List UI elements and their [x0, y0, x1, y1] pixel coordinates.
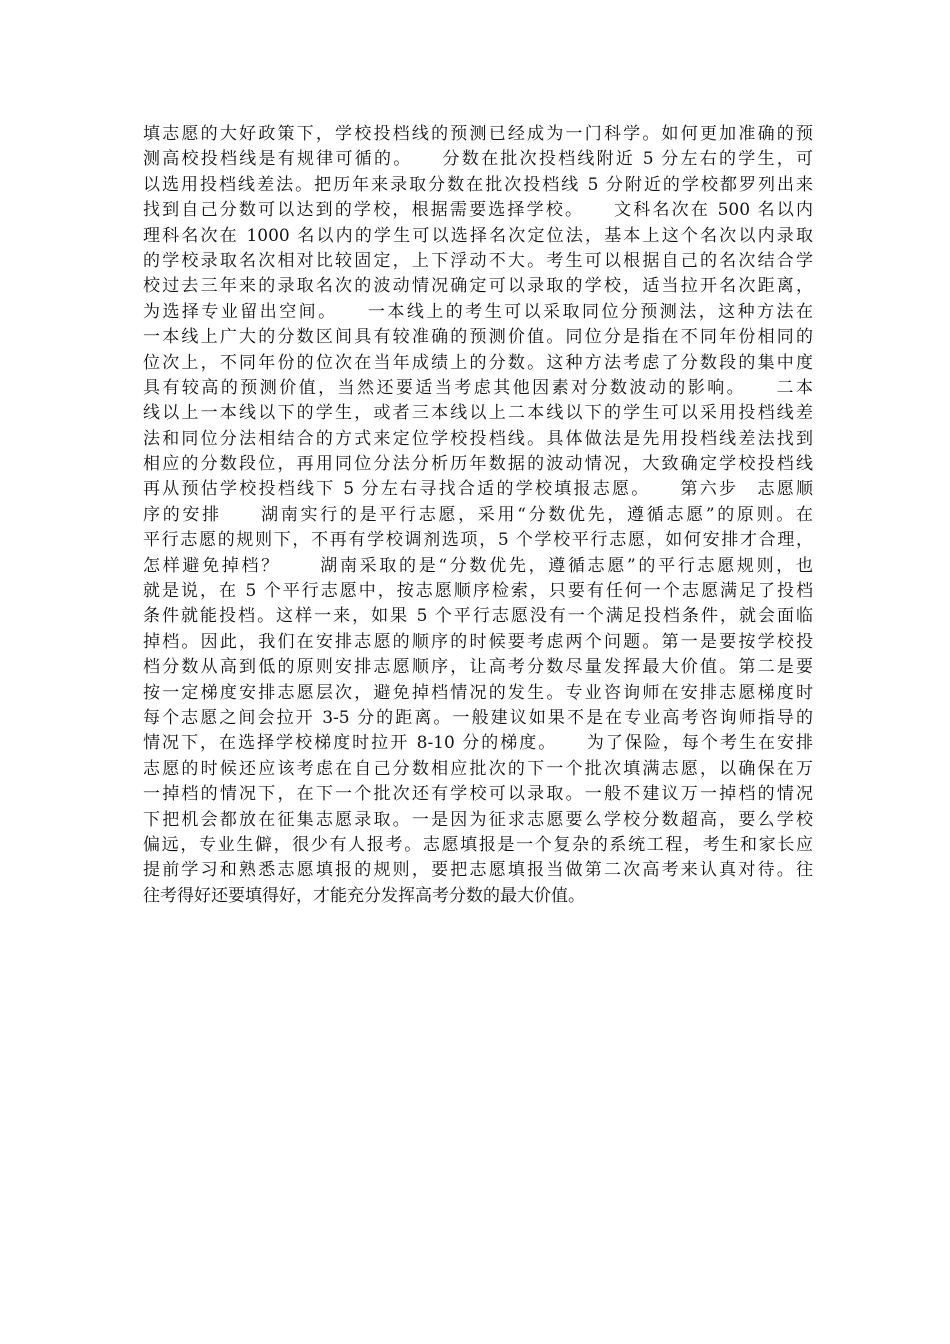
- text-line: 按一定梯度安排志愿层次，避免掉档情况的发生。专业咨询师在安排志愿梯度时: [143, 682, 813, 703]
- text-line: 再从预估学校投档线下 5 分左右寻找合适的学校填报志愿。 第六步 志愿顺: [143, 479, 813, 500]
- text-line: 下把机会都放在征集志愿录取。一是因为征求志愿要么学校分数超高，要么学校: [143, 809, 813, 830]
- text-line: 往考得好还要填得好，才能充分发挥高考分数的最大价值。: [143, 885, 585, 906]
- text-line: 志愿的时候还应该考虑在自己分数相应批次的下一个批次填满志愿，以确保在万: [143, 758, 813, 779]
- text-line: 填志愿的大好政策下，学校投档线的预测已经成为一门科学。如何更加准确的预: [143, 124, 813, 144]
- text-line: 的学校录取名次相对比较固定，上下浮动不大。考生可以根据自己的名次结合学: [143, 250, 813, 271]
- text-line: 测高校投档线是有规律可循的。 分数在批次投档线附近 5 分左右的学生，可: [143, 149, 813, 170]
- text-line: 理科名次在 1000 名以内的学生可以选择名次定位法，基本上这个名次以内录取: [143, 225, 813, 246]
- text-line: 掉档。因此，我们在安排志愿的顺序的时候要考虑两个问题。第一是要按学校投: [143, 631, 813, 652]
- text-line: 线以上一本线以下的学生，或者三本线以上二本线以下的学生可以采用投档线差: [143, 403, 813, 424]
- text-line: 位次上，不同年份的位次在当年成绩上的分数。这种方法考虑了分数段的集中度: [143, 352, 813, 373]
- text-line: 档分数从高到低的原则安排志愿顺序，让高考分数尽量发挥最大价值。第二是要: [143, 657, 813, 678]
- text-line: 就是说，在 5 个平行志愿中，按志愿顺序检索，只要有任何一个志愿满足了投档: [143, 581, 813, 602]
- text-line: 一掉档的情况下，在下一个批次还有学校可以录取。一般不建议万一掉档的情况: [143, 784, 813, 805]
- text-line: 每个志愿之间会拉开 3-5 分的距离。一般建议如果不是在专业高考咨询师指导的: [143, 707, 813, 728]
- text-line: 偏远，专业生僻，很少有人报考。志愿填报是一个复杂的系统工程，考生和家长应: [143, 834, 813, 855]
- text-line: 具有较高的预测价值，当然还要适当考虑其他因素对分数波动的影响。 二本: [143, 377, 813, 398]
- body-paragraph: [143, 122, 813, 909]
- text-line: 以选用投档线差法。把历年来录取分数在批次投档线 5 分附近的学校都罗列出来: [143, 174, 813, 195]
- text-line: 怎样避免掉档？ 湖南采取的是“分数优先，遵循志愿”的平行志愿规则，也: [143, 555, 813, 576]
- text-line: 平行志愿的规则下，不再有学校调剂选项，5 个学校平行志愿，如何安排才合理，: [143, 530, 813, 551]
- text-line: 为选择专业留出空间。 一本线上的考生可以采取同位分预测法，这种方法在: [143, 301, 813, 322]
- text-line: 一本线上广大的分数区间具有较准确的预测价值。同位分是指在不同年份相同的: [143, 327, 813, 348]
- text-line: 条件就能投档。这样一来，如果 5 个平行志愿没有一个满足投档条件，就会面临: [143, 606, 813, 627]
- text-line: 找到自己分数可以达到的学校，根据需要选择学校。 文科名次在 500 名以内: [143, 200, 813, 221]
- text-line: 法和同位分法相结合的方式来定位学校投档线。具体做法是先用投档线差法找到: [143, 428, 813, 449]
- text-line: 校过去三年来的录取名次的波动情况确定可以录取的学校，适当拉开名次距离，: [143, 276, 813, 297]
- text-line: 提前学习和熟悉志愿填报的规则，要把志愿填报当做第二次高考来认真对待。往: [143, 860, 813, 881]
- text-line: 情况下，在选择学校梯度时拉开 8-10 分的梯度。 为了保险，每个考生在安排: [143, 733, 813, 754]
- text-line: 相应的分数段位，再用同位分法分析历年数据的波动情况，大致确定学校投档线: [143, 454, 813, 475]
- text-line: 序的安排 湖南实行的是平行志愿，采用“分数优先，遵循志愿”的原则。在: [143, 504, 813, 525]
